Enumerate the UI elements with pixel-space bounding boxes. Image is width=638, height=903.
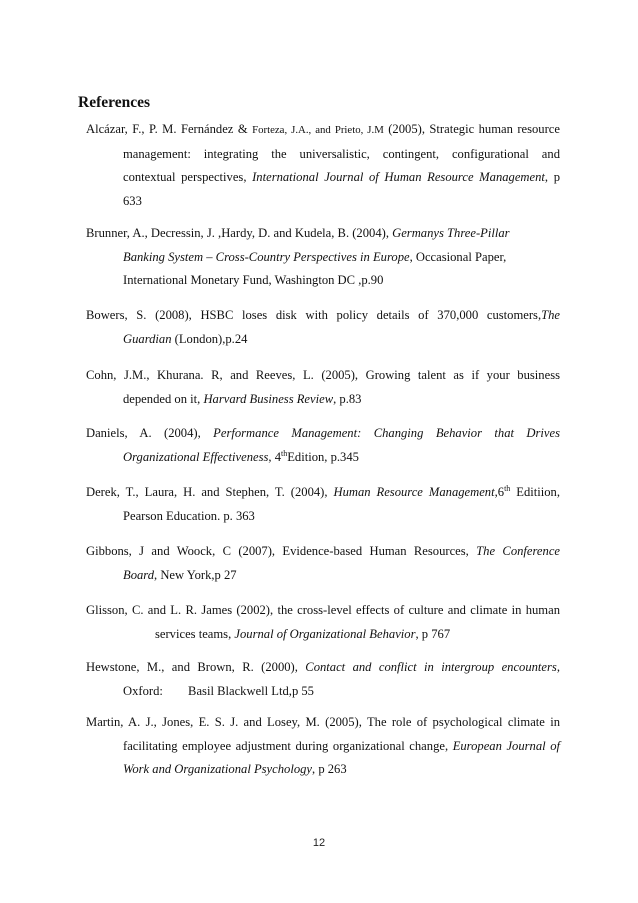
reference-entry: Derek, T., Laura, H. and Stephen, T. (2004), Human Resource Management,6th Editiion, Pearson Education. p. 363 xyxy=(86,484,560,523)
references-heading: References xyxy=(78,94,151,111)
reference-entry: Bowers, S. (2008), HSBC loses disk with policy details of 370,000 customers,The Guardian (London),p.24 xyxy=(86,308,560,346)
reference-entry: Cohn, J.M., Khurana. R, and Reeves, L. (2005), Growing talent as if your business depended on it, Harvard Business Review, p.83 xyxy=(86,368,560,406)
reference-entry: Glisson, C. and L. R. James (2002), the cross-level effects of culture and climate in human services teams, Journal of Organizational Behavior, p 767 xyxy=(86,603,560,641)
reference-entry: Alcázar, F., P. M. Fernández & Forteza, J.A., and Prieto, J.M (2005), Strategic human resource management: integrating the universalistic, contingent, configurational and contextual perspectives, International Journal of Human Resource Management, p 633 xyxy=(86,122,560,208)
page-number: 12 xyxy=(312,837,326,849)
reference-entry: Gibbons, J and Woock, C (2007), Evidence-based Human Resources, The Conference Board, New York,p 27 xyxy=(86,544,560,582)
reference-entry: Hewstone, M., and Brown, R. (2000), Contact and conflict in intergroup encounters, Oxford: Basil Blackwell Ltd,p 55 xyxy=(86,660,560,698)
reference-entry: Martin, A. J., Jones, E. S. J. and Losey, M. (2005), The role of psychological climate in facilitating employee adjustment during organizational change, European Journal of Work and Organizational Psychology, p 263 xyxy=(86,715,560,776)
reference-entry: Daniels, A. (2004), Performance Management: Changing Behavior that Drives Organizational Effectiveness, 4thEdition, p.345 xyxy=(86,426,560,464)
reference-entry: Brunner, A., Decressin, J. ,Hardy, D. and Kudela, B. (2004), Germanys Three-Pillar Banking System – Cross-Country Perspectives in Europe, Occasional Paper, International Monetary Fund, Washington DC ,p.90 xyxy=(86,226,510,287)
